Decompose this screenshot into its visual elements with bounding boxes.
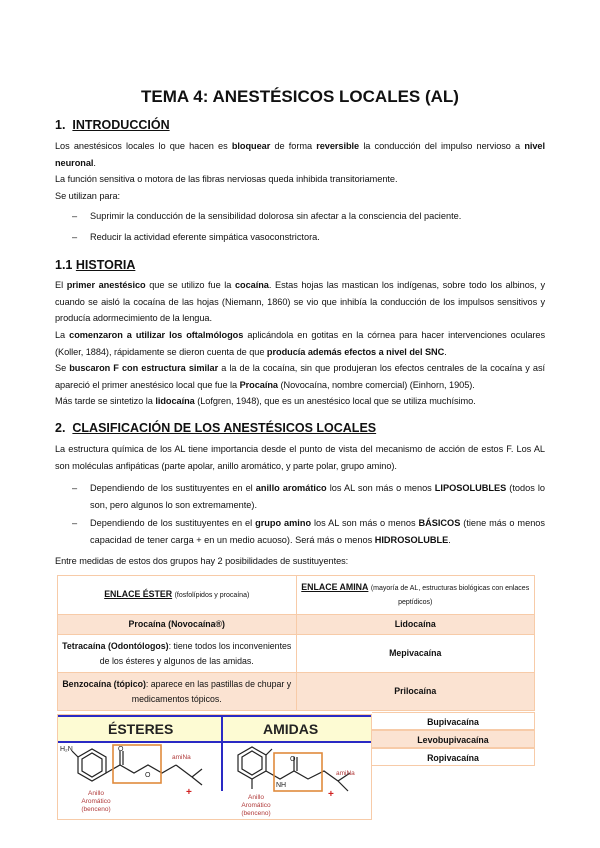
svg-text:Aromático: Aromático (241, 802, 271, 809)
dash-bullet-icon: – (72, 518, 78, 528)
text-run: La función sensitiva o motora de las fibras nerviosas queda inhibida transitoriamente. (55, 174, 398, 184)
header-note: (fosfolípidos y procaína) (174, 592, 250, 599)
heading-text: INTRODUCCIÓN (72, 118, 170, 132)
bold-text: lidocaína (155, 396, 195, 406)
bold-text: producía además efectos a nivel del SNC (266, 346, 445, 357)
ester-amide-structure-figure (57, 714, 372, 820)
amina-cell: Bupivacaína (372, 712, 535, 730)
svg-text:NH: NH (276, 782, 287, 789)
amina-cell: Prilocaína (296, 673, 535, 711)
ester-cell (58, 635, 297, 673)
bullet-text (90, 480, 545, 513)
text-run: a la de la cocaína, sin que produjeran los efectos centrales de la cocaína y así apareció el primer anestésico local que fue la (55, 363, 545, 390)
bullet-item (72, 515, 545, 548)
svg-text:amiNa: amiNa (172, 754, 191, 761)
text-run: . (93, 157, 96, 168)
text-run: aplicándola en gotitas en la córnea para hacer intervenciones oculares (Koller, 1884), rápidamente se dieron cuenta de que (55, 330, 545, 357)
paragraph (55, 171, 545, 188)
ester-cell (58, 615, 297, 635)
bullet-item (72, 480, 545, 513)
text-run: Suprimir la conducción de la sensibilidad dolorosa sin afectar a la consciencia del paciente. (90, 211, 462, 221)
svg-text:O: O (118, 746, 124, 753)
header-note: (mayoría de AL, estructuras biológicas con enlaces peptídicos) (370, 585, 530, 606)
bold-text: primer anestésico (66, 280, 146, 290)
bold-text: comenzaron a utilizar los oftalmólogos (69, 330, 244, 340)
text-run: Se (55, 363, 70, 373)
heading-text: CLASIFICACIÓN DE LOS ANESTÉSICOS LOCALES (72, 421, 377, 435)
heading-text: HISTORIA (75, 258, 136, 272)
svg-text:(benceno): (benceno) (241, 810, 271, 817)
heading-historia (55, 258, 135, 272)
bold-text: reversible (316, 141, 360, 151)
text-run: : tiene todos los inconvenientes de los ésteres y algunos de las amidas. (99, 640, 292, 666)
text-run: los AL son más o menos (311, 518, 419, 528)
text-run: Se utilizan para: (55, 191, 121, 201)
bold-text: Procaína (239, 379, 278, 390)
bold-text: Tetracaína (Odontólogos) (62, 640, 169, 651)
text-run: (tiene más o menos capacidad de tener carga + en un medio acuoso). Será más o menos (90, 518, 546, 545)
text-run: La estructura química de los AL tiene importancia desde el punto de vista del mecanismo de acción de estos F. Los AL son moléculas anfipáticas (parte apolar, anillo aromático, y parte polar, grupo amino). (55, 444, 545, 471)
bold-text: buscaron F con estructura similar (69, 363, 219, 373)
text-run: Reducir la actividad eferente simpática vasoconstrictora. (90, 232, 320, 242)
text-run: (Lofgren, 1948), que es un anestésico local que se utiliza muchísimo. (194, 396, 476, 406)
svg-text:Anillo: Anillo (248, 794, 264, 801)
table-row (58, 673, 535, 711)
classification-table (57, 575, 535, 711)
svg-text:Anillo: Anillo (88, 790, 104, 797)
text-run: Dependiendo de los sustituyentes en el (90, 518, 256, 528)
heading-number: 1. (55, 118, 66, 132)
dash-bullet-icon: – (72, 232, 78, 242)
bullet-text (90, 515, 545, 548)
paragraph (55, 360, 545, 393)
document-title: TEMA 4: ANESTÉSICOS LOCALES (AL) (141, 87, 459, 106)
svg-text:H₂N: H₂N (60, 746, 73, 753)
dash-bullet-icon: – (72, 211, 78, 221)
text-run: la conducción del impulso nervioso a (359, 141, 525, 151)
bullet-text (90, 229, 545, 246)
svg-text:+: + (186, 787, 192, 798)
bold-text: grupo amino (255, 518, 312, 528)
table-row (58, 635, 535, 673)
bold-text: nivel neuronal (55, 141, 545, 168)
bullet-item (72, 208, 545, 225)
text-run: (todos lo son, pero algunos lo son extremamente). (90, 483, 545, 510)
text-run: Dependiendo de los sustituyentes en el (90, 483, 256, 493)
svg-text:O: O (290, 756, 296, 763)
ester-cell (58, 673, 297, 711)
text-run: Los anestésicos locales lo que hacen es (55, 141, 232, 151)
text-run: . (444, 346, 447, 357)
amina-cell: Ropivacaína (372, 748, 535, 766)
bold-text: BÁSICOS (418, 518, 461, 528)
chemical-structures-icon (58, 715, 370, 819)
dash-bullet-icon: – (72, 483, 78, 493)
text-run: : aparece en las pastillas de chupar y medicamentos tópicos. (131, 678, 292, 704)
paragraph (55, 441, 545, 474)
esteres-label: ÉSTERES (108, 721, 174, 737)
heading-number: 1.1 (55, 258, 73, 272)
header-ester: ENLACE ÉSTER (fosfolípidos y procaína) (58, 576, 297, 615)
bold-text: HIDROSOLUBLE (374, 534, 449, 545)
bullet-item (72, 229, 545, 246)
bold-text: Procaína (Novocaína®) (128, 619, 225, 629)
paragraph (55, 327, 545, 360)
bold-text: cocaína (235, 280, 269, 290)
paragraph (55, 553, 545, 570)
amina-cell: Lidocaína (296, 615, 535, 635)
bold-text: anillo aromático (255, 483, 327, 493)
text-run: . Estas hojas las mastican los indígenas, sobre todo los albinos, y cuando se aisló la cocaína de las hojas (Niemann, 1860) se vio que inhibía la conducción de los impulsos sensitivos y producía adormecimiento de la lengua. (55, 280, 545, 324)
bold-text: LIPOSOLUBLES (434, 483, 507, 493)
amidas-label: AMIDAS (263, 721, 319, 737)
svg-text:Aromático: Aromático (81, 798, 111, 805)
text-run: La (55, 330, 70, 340)
svg-text:O: O (145, 772, 151, 779)
paragraph (55, 277, 545, 327)
amina-cell: Levobupivacaína (372, 730, 535, 748)
text-run: (Novocaína, nombre comercial) (Einhorn, 1905). (278, 379, 475, 390)
paragraph (55, 188, 545, 205)
bullet-text (90, 208, 545, 225)
heading-introduccion (55, 118, 170, 132)
text-run: Entre medidas de estos dos grupos hay 2 posibilidades de sustituyentes: (55, 556, 349, 566)
text-run: El (55, 280, 67, 290)
svg-text:amiNa: amiNa (336, 770, 355, 777)
svg-text:+: + (328, 789, 334, 800)
paragraph (55, 393, 545, 410)
heading-clasificacion (55, 421, 376, 435)
bold-text: bloquear (231, 141, 271, 151)
table-row (58, 615, 535, 635)
paragraph (55, 138, 545, 171)
heading-number: 2. (55, 421, 66, 435)
text-run: que se utilizo fue la (145, 280, 235, 290)
text-run: Más tarde se sintetizo la (55, 396, 156, 406)
text-run: de forma (270, 141, 317, 151)
svg-text:(benceno): (benceno) (81, 806, 111, 813)
table-header-row (58, 576, 535, 615)
bold-text: Benzocaína (tópico) (62, 678, 146, 689)
amina-cell: Mepivacaína (296, 635, 535, 673)
text-run: los AL son más o menos (326, 483, 435, 493)
text-run: . (448, 534, 451, 545)
header-amina: ENLACE AMINA (mayoría de AL, estructuras biológicas con enlaces peptídicos) (296, 576, 535, 615)
